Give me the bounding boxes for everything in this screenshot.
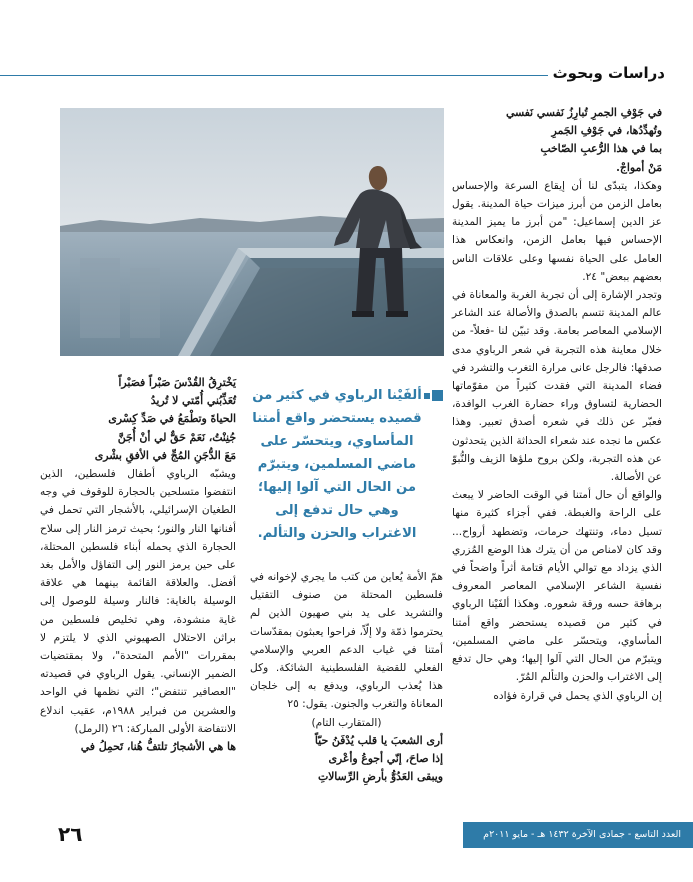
meter-label: (المتقارب التام) <box>311 716 382 729</box>
verse-line: مَعَ الدُّجَنِ المُجِّ في الأفقِ بشْرى <box>94 448 236 462</box>
right-column <box>452 104 662 705</box>
verse-line: أرى الشعبَ يا قلب يُدْفَنُ حيّاً <box>314 733 443 747</box>
verse-line: إذا صاحَ، إنّي أجوعُ وأعْرى <box>328 752 443 766</box>
paragraph: والواقع أن حال أمتنا في الوقت الحاضر لا يبعث على الراحة والغبطة. ففي أجزاء كثيرة منها تسيل دماء، وتنتهك حرمات، وتضطهد أرواح... وقد كان لامناص من أن يترك هذا الوضع المُزري الذي يزداد مع توالي الأيام قتامة أثراً واضحاً في نفسية الشاعر الإسلامي المعاصر المعروف برهافة حسه ورقة شعوره. وهكذا ألفَيْنا الرباوي في كثير من قصيده يستحضر واقع أمتنا المأساوي، ويتحسّر على ماضي المسلمين، ويتبرّم من الحال التي آلوا إليها؛ وهي حال تدفع إلى الاغتراب والحزن والتألم المُرّ. <box>452 489 662 684</box>
paragraph: ويشبّه الرباوي أطفال فلسطين، الذين انتفضوا متسلحين بالحجارة للوقوف في وجه الطغيان الإسرائيلي، بالأشجار التي تحمل في أفنانها النار والنور؛ بحيث ترمز النار إلى سلاح الحجارة الذي يحمله أبناء فلسطين المحتلة، على حين يرمز النور إلى التفاؤل والأمل بغد أفضل. والعلاقة القائمة بينهما هي علاقة الوسيلة بالغاية: فالنار وسيلة للوصول إلى غاية منشودة، وهي تخليص فلسطين من براثن الاحتلال الصهيوني الذي لا يلتزم لا بمقررات "الأمم المتحدة"، ولا بمقتضيات الضمير الإنساني. يقول الرباوي في قصيدته "العصافير تنتفض"؛ التي نظمها في الواحد والعشرين من فبراير ١٩٨٨م، عقيب اندلاع الانتفاضة الأولى المباركة: ٢٦ (الرمل) <box>40 468 237 735</box>
left-column <box>40 374 236 756</box>
section-title: دراسات وبحوث <box>552 64 665 82</box>
verse-line: الحياةَ وتطْمَعُ في صَدِّ كِسْرى <box>108 412 236 426</box>
middle-column <box>250 568 443 786</box>
verse-line: ويبقى العَدُوُّ بأرضِ الرِّسالاتِ <box>317 770 443 784</box>
verse-line: يَخْترِقُ القُدْسَ صَبْراً فصَبْراً <box>118 376 236 389</box>
verse-line: مَنْ أمواجْ. <box>616 160 662 174</box>
verse-line: تُعَذِّبُني أُمّتي لا تُريدُ <box>150 394 236 408</box>
paragraph: همّ الأمة يُعاين من كتب ما يجري لإخوانه في فلسطين المحتلة من صنوف التقتيل والتشريد على يد بني صهيون الذين لم يحترموا ذمّة ولا إلّاً، فراحوا يعبثون بمقدّسات أمتنا في غياب الدعم العربي والإسلامي الفعلي للقضية الفلسطينية الشائكة. وكل هذا يُعذب الرباوي، ويدفع به إلى خلجان المعاناة والتغرب والجنون. يقول: ٢٥ <box>250 571 443 711</box>
page-footer <box>0 822 693 848</box>
square-bullet-icon <box>432 390 443 401</box>
header-rule <box>0 75 548 76</box>
pull-quote <box>250 384 443 550</box>
verse-line: بما في هذا الرُّعبِ الصّاخبِ <box>540 142 662 156</box>
paragraph: وتجدر الإشارة إلى أن تجربة الغربة والمعاناة في عالم المدينة تتسم بالصدق والأصالة عند الشاعر الإسلامي المعاصر بعامة. وقد تبيّن لنا -فعلاً- من خلال معاينة هذه التجربة في شعر الرباوي مدى صدقها: فالرجل عانى مرارة التغرب والتشرد في فضاء المدينة التي فقدت كثيراً من مقوّماتها الحضارية لتساوق وراء حضارة الغرب الوافدة، فعبّر عن ذلك في شعره أصدق تعبير. وهذا عكس ما نجده عند شعراء الحداثة الذين يتحدثون عن هذه التجربة، ولكن بروح ملؤها الزيف والنُّبوّ عن الأصالة. <box>452 289 662 484</box>
paragraph: وهكذا، يتبدّى لنا أن إيقاع السرعة والإحساس بعامل الزمن من أبرز ميزات حياة المدينة. يقول عز الدين إسماعيل: "من أبرز ما يميز المدينة الإحساس فيها بعامل الزمن، وانعكاس هذا العامل على الحياة نفسها وعلى علاقات الناس بعضهم ببعض" ٢٤. <box>452 179 662 283</box>
man-on-rooftop-illustration <box>60 108 444 356</box>
issue-banner: العدد التاسع - جمادى الآخرة ١٤٣٢ هـ - مايو ٢٠١١م <box>463 822 693 848</box>
pull-quote-text: ألفَيْنا الرباوي في كثير من قصيده يستحضر واقع أمتنا المأساوي، ويتحسّر على ماضي المسلمين، ويتبرّم من الحال التي آلوا إليها؛ وهي حال تدفع إلى الاغتراب والحزن والتألم. <box>252 388 422 541</box>
verse-line: في جَوْفِ الجمرِ تُبارِزُ نَفسي نَفسي <box>505 106 662 119</box>
page-number: ٢٦ <box>58 822 83 846</box>
verse-line: وتُهدِّدُها، في جَوْفِ الجَمرِ <box>551 124 662 138</box>
page-header <box>0 62 693 86</box>
paragraph: إن الرباوي الذي يحمل في قرارة فؤاده <box>493 689 662 702</box>
verse-line: جُنِنْتُ، نَعَمْ حَقٌّ لي أنْ أُجَنَّ <box>117 430 236 444</box>
verse-line: ها هي الأشجارُ تلتفُّ هُنا، تَحمِلُ في <box>80 740 236 754</box>
